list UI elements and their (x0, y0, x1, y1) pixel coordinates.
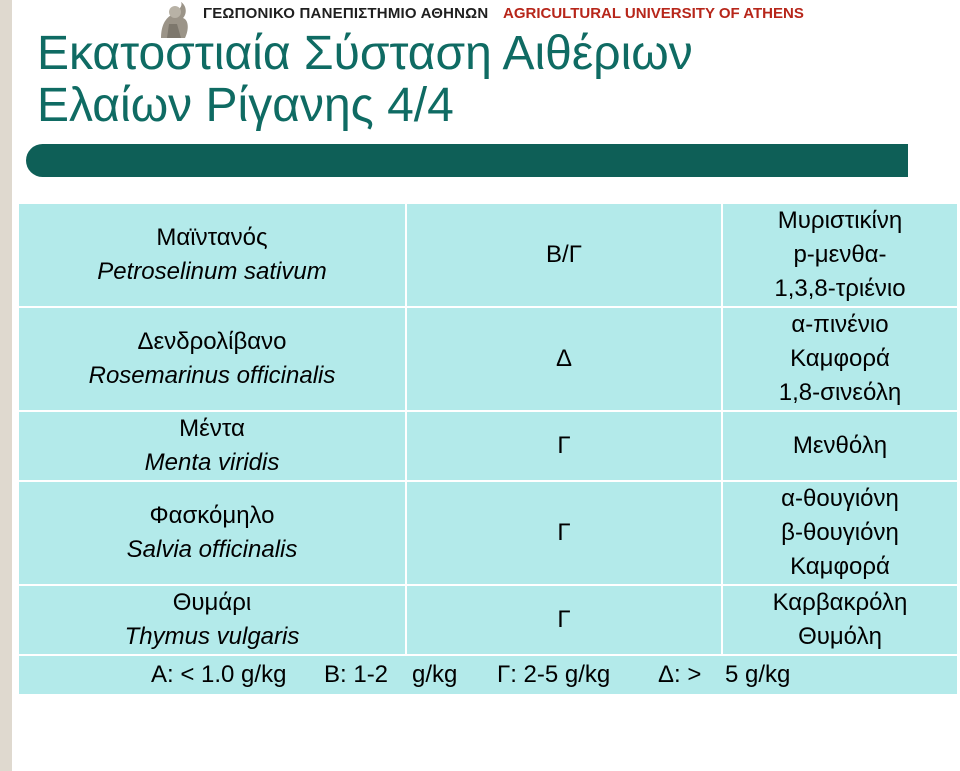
compound: 1,8-σινεόλη (778, 379, 902, 406)
plant-cell (18, 585, 406, 655)
plant-common-name: Φασκόμηλο (149, 502, 275, 529)
compound: 1,3,8-τριένιο (774, 275, 906, 302)
university-name-english: AGRICULTURAL UNIVERSITY OF ATHENS (503, 5, 804, 22)
legend-class-c: Γ: 2-5 g/kg (497, 661, 611, 688)
table-row (18, 411, 958, 481)
compound: Θυμόλη (798, 623, 882, 650)
compound: α-πινένιο (791, 311, 889, 338)
compound: Καμφορά (790, 345, 890, 372)
compound: Καρβακρόλη (772, 589, 908, 616)
composition-table (17, 202, 959, 696)
compound: β-θουγιόνη (781, 519, 899, 546)
plant-common-name: Θυμάρι (172, 589, 252, 616)
table-row (18, 585, 958, 655)
compound: Μυριστικίνη (777, 207, 903, 234)
left-decorative-stripe (0, 0, 12, 771)
table-row (18, 203, 958, 307)
plant-cell (18, 481, 406, 585)
legend (19, 656, 957, 694)
compounds-cell (722, 307, 958, 411)
legend-class-d: Δ: > (658, 661, 702, 688)
plant-common-name: Μαϊντανός (156, 224, 268, 251)
legend-class-b-unit: g/kg (412, 661, 458, 688)
plant-cell (18, 411, 406, 481)
plant-latin-name: Menta viridis (144, 449, 280, 476)
plant-cell (18, 307, 406, 411)
plant-latin-name: Rosemarinus officinalis (88, 362, 336, 389)
slide-title (37, 28, 937, 132)
compound: α-θουγιόνη (781, 485, 899, 512)
class-cell: Γ (406, 481, 722, 585)
compounds-cell (722, 585, 958, 655)
slide-title-line-1: Εκατοστιαία Σύσταση Αιθέριων (37, 27, 693, 80)
plant-latin-name: Thymus vulgaris (124, 623, 300, 650)
plant-common-name: Μέντα (179, 415, 245, 442)
table-row (18, 481, 958, 585)
class-cell: Γ (406, 585, 722, 655)
table-row (18, 307, 958, 411)
plant-latin-name: Petroselinum sativum (97, 258, 327, 285)
plant-common-name: Δενδρολίβανο (137, 328, 287, 355)
legend-class-d-unit: 5 g/kg (725, 661, 791, 688)
class-cell: Γ (406, 411, 722, 481)
compound: p-μενθα- (793, 241, 887, 268)
university-name-greek: ΓΕΩΠΟΝΙΚΟ ΠΑΝΕΠΙΣΤΗΜΙΟ ΑΘΗΝΩΝ (203, 5, 489, 22)
legend-class-b: Β: 1-2 (324, 661, 389, 688)
slide-title-line-2: Ελαίων Ρίγανης 4/4 (37, 79, 454, 132)
class-cell: Δ (406, 307, 722, 411)
plant-cell (18, 203, 406, 307)
legend-row (18, 655, 958, 695)
legend-class-a: Α: < 1.0 g/kg (151, 661, 287, 688)
compounds-cell (722, 203, 958, 307)
compounds-cell (722, 481, 958, 585)
class-cell: Β/Γ (406, 203, 722, 307)
compounds-cell (722, 411, 958, 481)
legend-cell (18, 655, 958, 695)
title-underline-bar (26, 144, 908, 177)
compound: Μενθόλη (792, 432, 888, 459)
plant-latin-name: Salvia officinalis (126, 536, 298, 563)
compound: Καμφορά (790, 553, 890, 580)
